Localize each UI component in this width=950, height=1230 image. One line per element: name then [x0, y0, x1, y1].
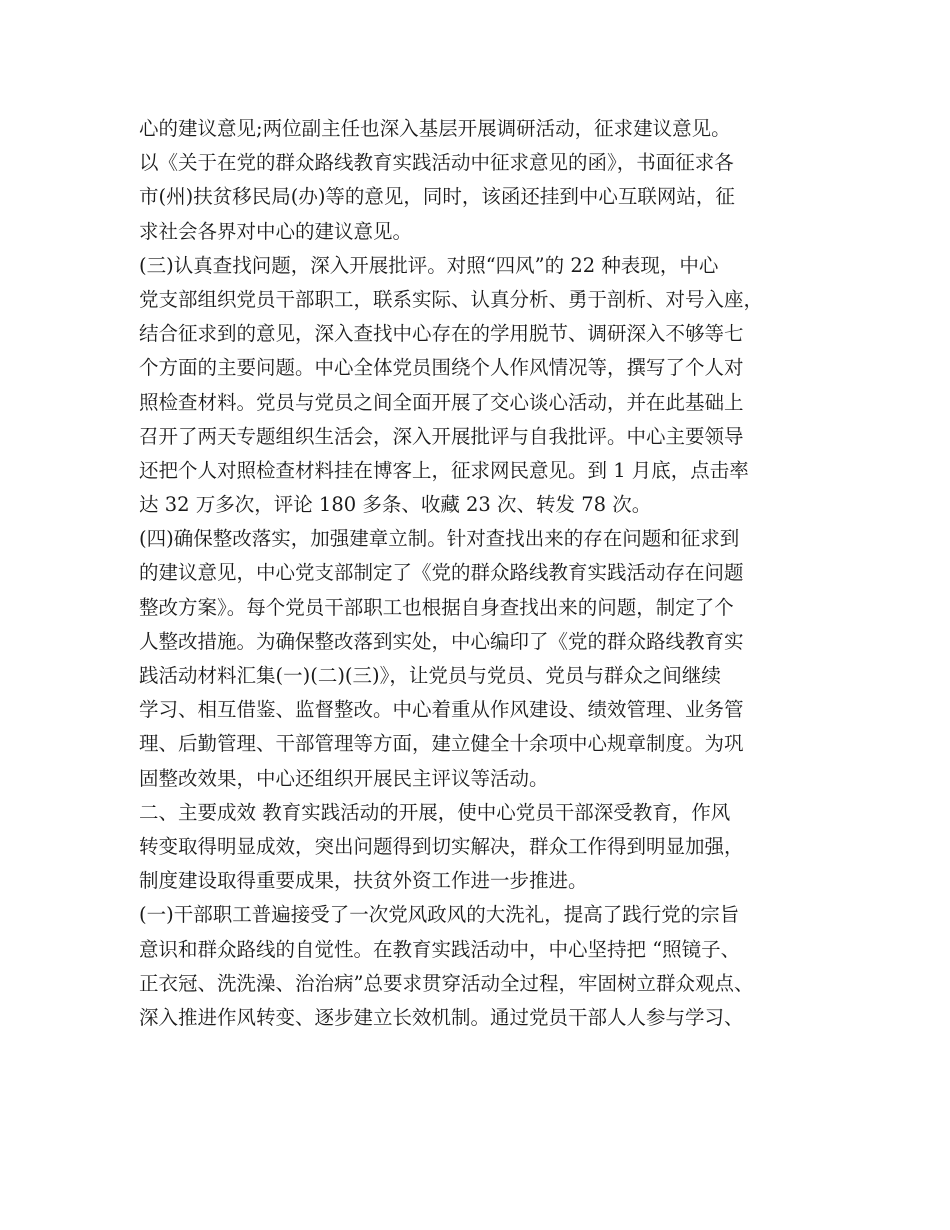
- text-line: 个方面的主要问题。中心全体党员围绕个人作风情况等，撰写了个人对: [139, 356, 744, 380]
- text-line: 人整改措施。为确保整改落到实处，中心编印了《党的群众路线教育实: [139, 629, 744, 653]
- text-line: 理、后勤管理、干部管理等方面，建立健全十余项中心规章制度。为巩: [139, 732, 744, 756]
- text-line: 以《关于在党的群众路线教育实践活动中征求意见的函》，书面征求各: [139, 151, 734, 175]
- text-line: 党支部组织党员干部职工，联系实际、认真分析、勇于剖析、对号入座，: [139, 287, 764, 311]
- text-line: 转变取得明显成效，突出问题得到切实解决，群众工作得到明显加强，: [139, 834, 744, 858]
- text-line: 深入推进作风转变、逐步建立长效机制。通过党员干部人人参与学习、: [139, 1005, 744, 1029]
- text-line: (四)确保整改落实，加强建章立制。针对查找出来的存在问题和征求到: [139, 527, 740, 551]
- text-line: 照检查材料。党员与党员之间全面开展了交心谈心活动，并在此基础上: [139, 390, 744, 414]
- text-line: 二、主要成效 教育实践活动的开展，使中心党员干部深受教育，作风: [139, 800, 731, 824]
- text-line: 学习、相互借鉴、监督整改。中心着重从作风建设、绩效管理、业务管: [139, 698, 744, 722]
- text-line: 践活动材料汇集(一)(二)(三)》，让党员与党员、党员与群众之间继续: [139, 664, 721, 687]
- text-line: (三)认真查找问题，深入开展批评。对照“四风”的 22 种表现，中心: [139, 253, 719, 277]
- text-line: 心的建议意见;两位副主任也深入基层开展调研活动，征求建议意见。: [139, 117, 731, 140]
- text-line: 召开了两天专题组织生活会，深入开展批评与自我批评。中心主要领导: [139, 424, 744, 448]
- text-line: 达 32 万多次，评论 180 多条、收藏 23 次、转发 78 次。: [139, 493, 652, 517]
- text-line: 正衣冠、洗洗澡、治治病”总要求贯穿活动全过程，牢固树立群众观点、: [139, 971, 754, 995]
- document-body: [139, 112, 824, 1035]
- text-line: 求社会各界对中心的建议意见。: [139, 219, 413, 243]
- text-line: 的建议意见，中心党支部制定了《党的群众路线教育实践活动存在问题: [139, 561, 744, 585]
- text-line: 整改方案》。每个党员干部职工也根据自身查找出来的问题，制定了个: [139, 595, 734, 619]
- text-line: 制度建设取得重要成果，扶贫外资工作进一步推进。: [139, 869, 588, 893]
- text-line: 结合征求到的意见，深入查找中心存在的学用脱节、调研深入不够等七: [139, 322, 744, 346]
- text-line: 市(州)扶贫移民局(办)等的意见，同时，该函还挂到中心互联网站，征: [139, 185, 735, 209]
- text-line: 还把个人对照检查材料挂在博客上，征求网民意见。到 1 月底，点击率: [139, 458, 749, 482]
- text-line: 固整改效果，中心还组织开展民主评议等活动。: [139, 766, 549, 790]
- text-line: 意识和群众路线的自觉性。在教育实践活动中，中心坚持把 “照镜子、: [139, 937, 741, 961]
- text-line: (一)干部职工普遍接受了一次党风政风的大洗礼，提高了践行党的宗旨: [139, 903, 740, 927]
